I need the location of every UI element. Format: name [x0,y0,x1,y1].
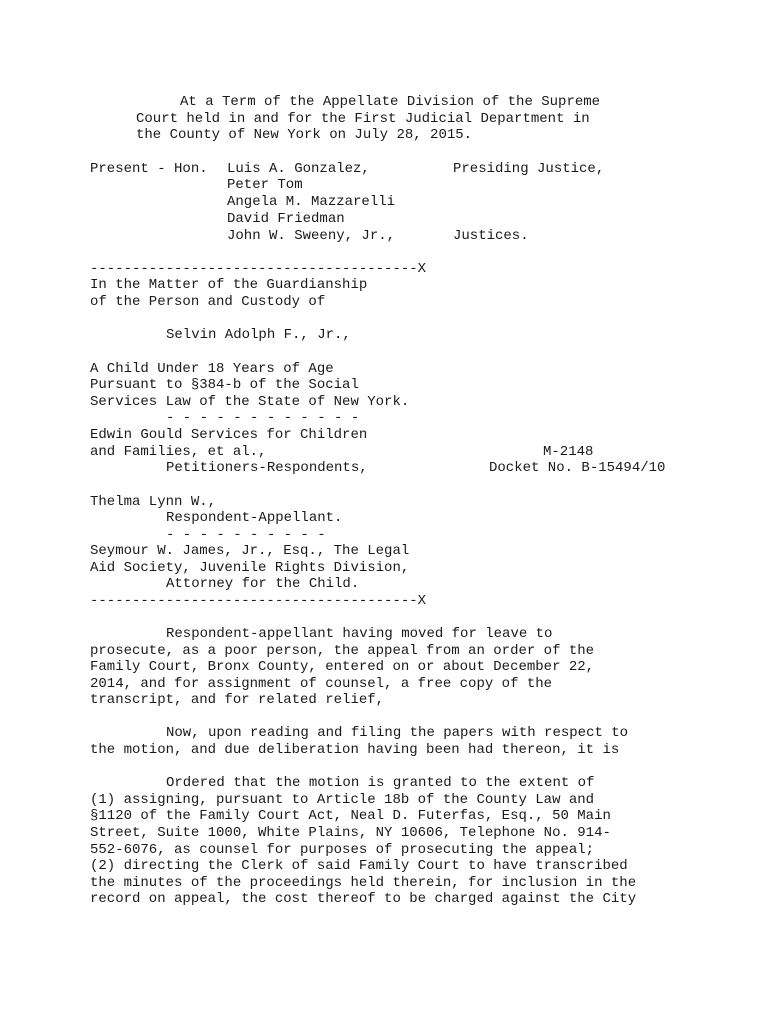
child-desc-line-2: Pursuant to §384-b of the Social [90,377,359,393]
judge-name: David Friedman [227,211,345,227]
caption-line-2: Court held in and for the First Judicial Department in [136,111,590,127]
child-name: Selvin Adolph F., Jr., [166,327,351,343]
para2-line-2: the motion, and due deliberation having been had thereon, it is [90,742,620,758]
para3-line-7: the minutes of the proceedings held therein, for inclusion in the [90,875,637,891]
para3-line-1: Ordered that the motion is granted to the extent of [166,775,595,791]
attorney-role: Attorney for the Child. [166,576,360,592]
para3-line-4: Street, Suite 1000, White Plains, NY 10606, Telephone No. 914- [90,825,611,841]
motion-number: M-2148 [543,444,594,460]
presiding-justice-title: Presiding Justice, [453,161,605,177]
caption-line-1: At a Term of the Appellate Division of the Supreme [180,94,601,110]
para1-line-2: prosecute, as a poor person, the appeal from an order of the [90,643,595,659]
justices-title: Justices. [453,228,529,244]
respondent-name: Thelma Lynn W., [90,494,217,510]
para1-line-5: transcript, and for related relief, [90,692,385,708]
rule-top: ---------------------------------------X [90,261,427,277]
judge-name: Angela M. Mazzarelli [227,194,396,210]
child-desc-line-1: A Child Under 18 Years of Age [90,361,334,377]
child-desc-line-3: Services Law of the State of New York. [90,394,410,410]
para3-line-2: (1) assigning, pursuant to Article 18b of the County Law and [90,792,595,808]
para1-line-3: Family Court, Bronx County, entered on or about December 22, [90,659,595,675]
para1-line-1: Respondent-appellant having moved for leave to [166,626,553,642]
matter-line-1: In the Matter of the Guardianship [90,277,368,293]
present-label: Present - Hon. [90,161,208,177]
separator-2: - - - - - - - - - - [166,527,326,543]
docket-number: Docket No. B-15494/10 [489,460,666,476]
para3-line-6: (2) directing the Clerk of said Family Court to have transcribed [90,858,628,874]
petitioner-line-2: and Families, et al., [90,444,267,460]
petitioner-line-1: Edwin Gould Services for Children [90,427,368,443]
respondent-role: Respondent-Appellant. [166,510,343,526]
petitioner-role: Petitioners-Respondents, [166,460,368,476]
attorney-line-2: Aid Society, Juvenile Rights Division, [90,560,410,576]
para1-line-4: 2014, and for assignment of counsel, a free copy of the [90,676,553,692]
judge-name: John W. Sweeny, Jr., [227,228,396,244]
judge-name: Luis A. Gonzalez, [227,161,370,177]
attorney-line-1: Seymour W. James, Jr., Esq., The Legal [90,543,410,559]
para3-line-8: record on appeal, the cost thereof to be charged against the City [90,891,637,907]
rule-bottom: ---------------------------------------X [90,593,427,609]
separator-1: - - - - - - - - - - - - [166,410,360,426]
para3-line-5: 552-6076, as counsel for purposes of prosecuting the appeal; [90,842,595,858]
para2-line-1: Now, upon reading and filing the papers with respect to [166,725,629,741]
judge-name: Peter Tom [227,177,303,193]
matter-line-2: of the Person and Custody of [90,294,326,310]
para3-line-3: §1120 of the Family Court Act, Neal D. Futerfas, Esq., 50 Main [90,808,611,824]
caption-line-3: the County of New York on July 28, 2015. [136,127,473,143]
